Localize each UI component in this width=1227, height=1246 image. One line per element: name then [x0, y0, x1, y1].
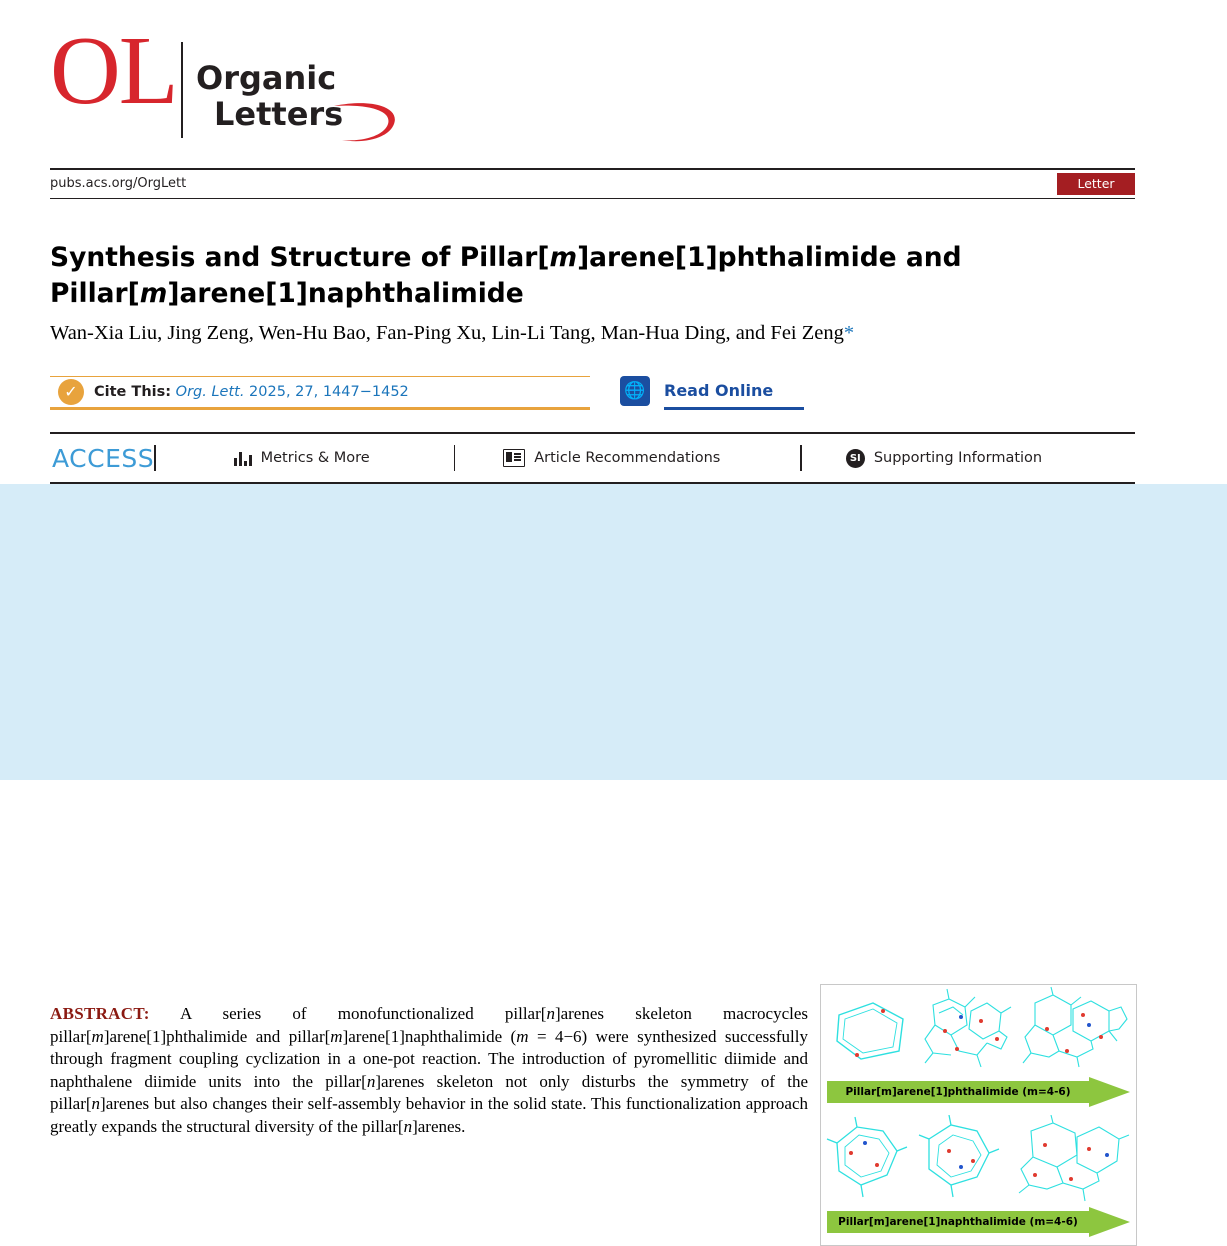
journal-logo-ol: OL — [50, 17, 177, 125]
journal-title-line1: Organic — [196, 59, 337, 97]
corresponding-author-marker: * — [843, 322, 855, 344]
metrics-label: Metrics & More — [260, 450, 370, 466]
toc-bottom-molecule-structures — [821, 1115, 1136, 1209]
author-names: Wan-Xia Liu, Jing Zeng, Wen-Hu Bao, Fan-Ping Xu, Lin-Li Tang, Man-Hua Ding, and Fei Zeng — [50, 322, 844, 344]
logo-swoosh-icon — [330, 100, 402, 146]
access-bar — [50, 434, 1135, 482]
abstract-italic-m-1: m — [91, 1026, 104, 1046]
cite-citation[interactable]: 2025, 27, 1447−1452 — [249, 384, 409, 400]
access-divider-3 — [800, 445, 802, 471]
cite-underline — [50, 407, 590, 410]
toc-top-panel — [821, 985, 1136, 1115]
article-recommendations-link[interactable] — [503, 449, 720, 467]
globe-icon: 🌐 — [620, 376, 650, 406]
cite-this-text — [94, 384, 409, 400]
toc-bottom-arrow-label: Pillar[m]arene[1]naphthalimide (m=4-6) — [838, 1216, 1078, 1228]
supporting-label: Supporting Information — [873, 450, 1043, 466]
abstract-italic-m-2: m — [330, 1026, 343, 1046]
pubs-url[interactable]: pubs.acs.org/OrgLett — [50, 176, 187, 191]
toc-graphic — [820, 984, 1137, 1246]
abstract-body-2: ]arenes skeleton macrocycles pillar[ — [50, 1004, 809, 1046]
title-italic-m-1: m — [549, 241, 578, 273]
abstract-text — [50, 1003, 808, 1138]
title-part-2: ]arene[1]phthalimide and — [577, 241, 962, 273]
read-online-underline — [664, 407, 804, 410]
toc-top-molecule-structures — [821, 985, 1136, 1079]
read-online-label[interactable]: Read Online — [664, 381, 774, 400]
abstract-body-1: A series of monofunctionalized pillar[ — [149, 1004, 547, 1023]
toc-bottom-arrow — [827, 1207, 1130, 1237]
journal-title-line2: Letters — [214, 95, 344, 133]
journal-title — [196, 60, 343, 132]
abstract-body-7: ]arenes but also changes their self-assembly behavior in the solid state. This functionalization approach greatly expands the structural diversity of the pillar[ — [50, 1094, 808, 1136]
abstract-body-4: ]arene[1]naphthalimide ( — [342, 1026, 517, 1046]
abstract-heading: ABSTRACT: — [50, 1004, 150, 1023]
abstract-body-8: ]arenes. — [412, 1116, 466, 1136]
abstract-italic-n-4: n — [403, 1116, 413, 1136]
access-link[interactable]: ACCESS — [52, 443, 155, 473]
access-divider-1 — [154, 445, 156, 471]
abstract-body-3: ]arene[1]phthalimide and pillar[ — [103, 1026, 331, 1046]
check-circle-icon: ✓ — [58, 379, 84, 405]
read-online-button[interactable] — [620, 376, 790, 410]
title-italic-m-2: m — [139, 277, 168, 309]
supporting-information-link[interactable] — [846, 449, 1042, 468]
supporting-information-icon: SI — [846, 449, 865, 468]
cite-this-label: Cite This: — [94, 384, 172, 400]
header-rule-bottom — [50, 198, 1135, 199]
abstract-italic-n-2: n — [366, 1071, 376, 1091]
toc-bottom-arrow-head — [1089, 1207, 1130, 1237]
metrics-bar-chart-icon — [234, 451, 252, 466]
toc-top-arrow-head — [1089, 1077, 1130, 1107]
cite-this-bar[interactable] — [50, 376, 610, 410]
abstract-band — [0, 484, 1227, 1228]
title-part-4: ]arene[1]naphthalimide — [167, 277, 524, 309]
page-title — [50, 240, 1050, 312]
title-part-1: Synthesis and Structure of Pillar[ — [50, 241, 550, 273]
toc-bottom-panel — [821, 1115, 1136, 1245]
title-part-3: Pillar[ — [50, 277, 140, 309]
abstract-italic-n-3: n — [91, 1094, 101, 1113]
metrics-and-more-link[interactable] — [234, 450, 370, 466]
journal-masthead — [0, 0, 1227, 160]
article-type-badge: Letter — [1057, 173, 1135, 195]
recommendations-label: Article Recommendations — [534, 450, 721, 466]
abstract-body-5: = 4−6) were synthesized successfully through fragment coupling cyclization in a one-pot reaction. The introduction of pyromellitic diimide and naphthalene diimide units into the pillar[ — [50, 1026, 808, 1091]
abstract-italic-n-1: n — [546, 1004, 555, 1023]
header-rule-top — [50, 168, 1135, 170]
toc-top-arrow — [827, 1077, 1130, 1107]
abstract-body-6: ]arenes skeleton not only disturbs the symmetry of the pillar[ — [50, 1071, 808, 1113]
cite-journal-name[interactable]: Org. Lett. — [175, 384, 245, 400]
logo-divider — [181, 42, 183, 138]
toc-top-arrow-label: Pillar[m]arene[1]phthalimide (m=4-6) — [845, 1086, 1071, 1098]
cite-this-box[interactable] — [50, 376, 590, 407]
author-list — [50, 322, 1140, 345]
article-recommendations-icon — [503, 449, 525, 467]
abstract-italic-m-3: m — [516, 1026, 529, 1046]
access-divider-2 — [454, 445, 456, 471]
